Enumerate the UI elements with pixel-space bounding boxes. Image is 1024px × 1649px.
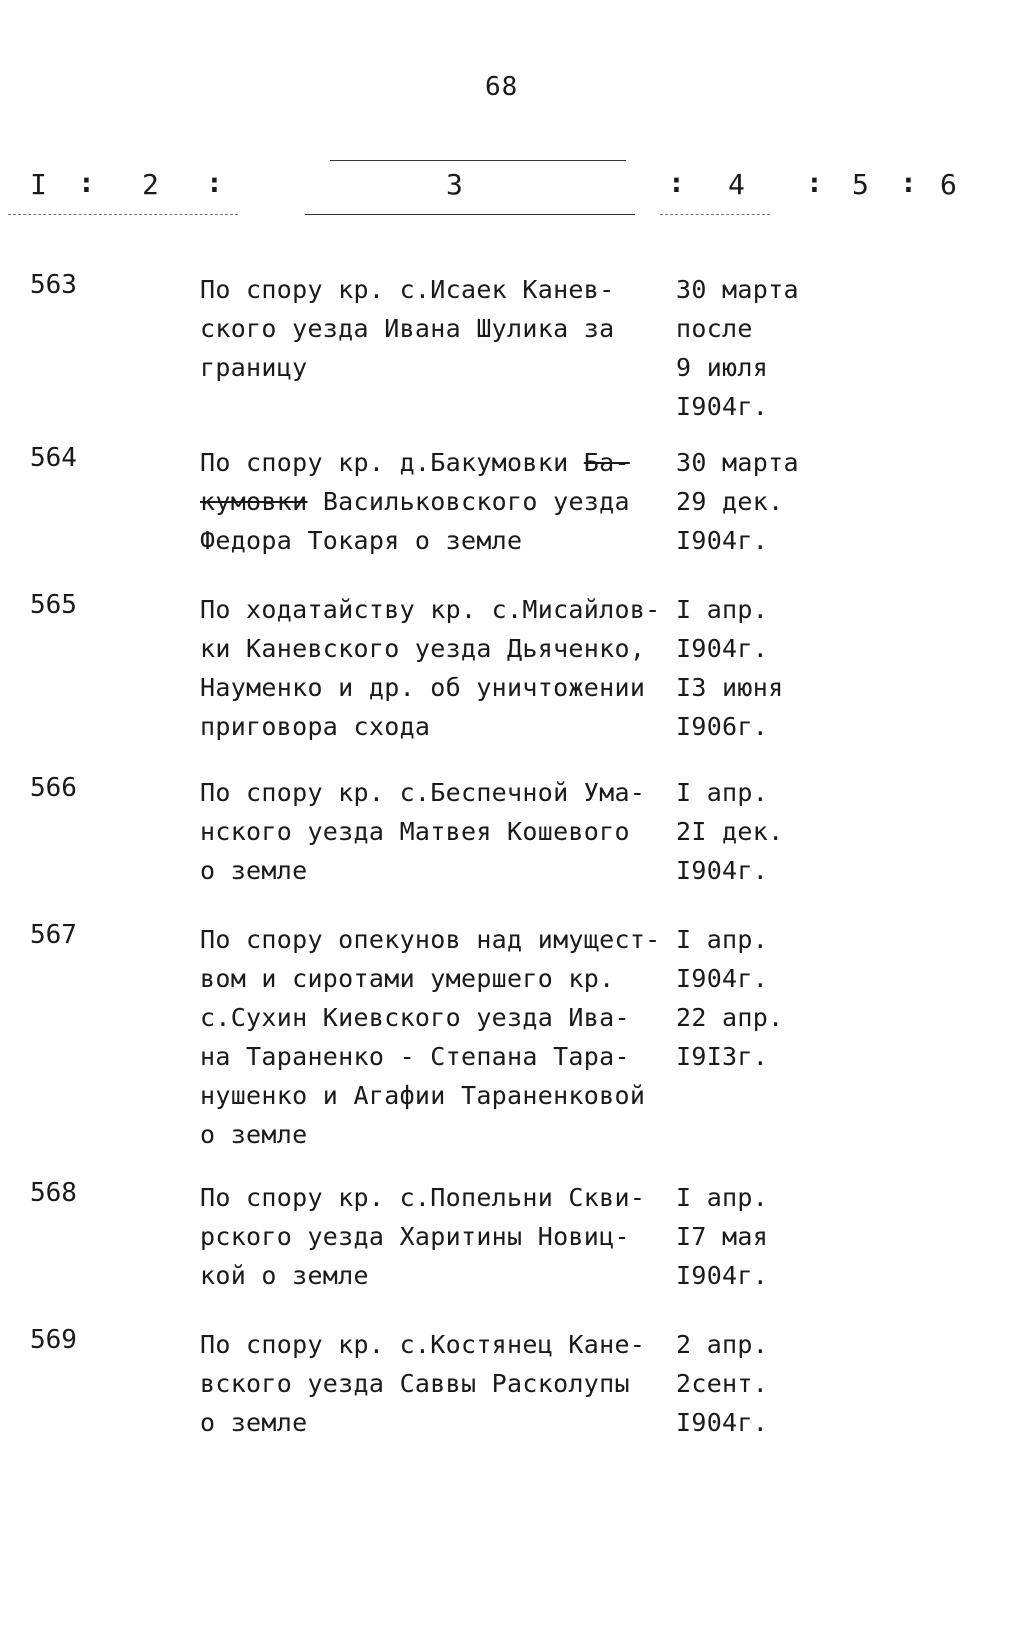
date-line: I9I3г. [676, 1042, 769, 1071]
date-line: I апр. [676, 778, 769, 807]
date-line: I904г. [676, 1408, 769, 1437]
column-header-6: 6 [940, 168, 957, 201]
entry-number: 564 [30, 443, 77, 473]
description-line: По спору кр. с.Костянец Кане- [200, 1330, 646, 1359]
entry-number: 565 [30, 590, 77, 620]
date-line: 2I дек. [676, 817, 784, 846]
header-rule-left [8, 214, 238, 215]
entry-number: 566 [30, 773, 77, 803]
entry-number: 567 [30, 920, 77, 950]
description-line: вом и сиротами умершего кр. [200, 964, 615, 993]
entry-description [200, 1325, 660, 1442]
description-line: По спору опекунов над имущест- [200, 925, 661, 954]
description-line: нского уезда Матвея Кошевого [200, 817, 630, 846]
entry-dates [676, 1178, 856, 1295]
date-line: I904г. [676, 856, 769, 885]
column-separator: : [806, 166, 823, 199]
date-line: I3 июня [676, 673, 784, 702]
entry-dates [676, 590, 856, 746]
description-line: По спору кр. с.Беспечной Ума- [200, 778, 646, 807]
date-line: I904г. [676, 634, 769, 663]
description-line: на Тараненко - Степана Тара- [200, 1042, 630, 1071]
description-line: По спору кр. с.Попельни Скви- [200, 1183, 646, 1212]
date-line: I904г. [676, 392, 769, 421]
description-line: о земле [200, 1408, 308, 1437]
description-line: По спору кр. д.Бакумовки Ба- [200, 448, 630, 477]
entry-number: 568 [30, 1178, 77, 1208]
date-line: 30 марта [676, 448, 799, 477]
entry-description [200, 443, 660, 560]
description-line: По ходатайству кр. с.Мисайлов- [200, 595, 661, 624]
description-line: Федора Токаря о земле [200, 526, 523, 555]
date-line: I7 мая [676, 1222, 769, 1251]
description-line: приговора схода [200, 712, 431, 741]
description-line: с.Сухин Киевского уезда Ива- [200, 1003, 630, 1032]
struck-text: кумовки [200, 487, 308, 516]
column-separator: : [668, 166, 685, 199]
column-separator: : [900, 166, 917, 199]
entry-dates [676, 443, 856, 560]
description-line: вского уезда Саввы Расколупы [200, 1369, 630, 1398]
date-line: I904г. [676, 964, 769, 993]
date-line: 30 марта [676, 275, 799, 304]
entry-number: 563 [30, 270, 77, 300]
description-line: кумовки Васильковского уезда [200, 487, 630, 516]
entry-dates [676, 270, 856, 426]
header-rule-middle [305, 214, 635, 215]
entry-dates [676, 1325, 856, 1442]
struck-text: Ба- [583, 448, 630, 477]
entry-dates [676, 920, 856, 1076]
date-line: 2 апр. [676, 1330, 769, 1359]
entry-description [200, 773, 660, 890]
column-header-5: 5 [852, 168, 869, 201]
date-line: I904г. [676, 1261, 769, 1290]
entry-number: 569 [30, 1325, 77, 1355]
date-line: I апр. [676, 925, 769, 954]
column-separator: : [78, 166, 95, 199]
date-line: I апр. [676, 595, 769, 624]
entry-dates [676, 773, 856, 890]
column-header-3: 3 [446, 168, 463, 201]
description-line: кой о земле [200, 1261, 369, 1290]
header-rule-top [330, 160, 626, 161]
description-line: о земле [200, 1120, 308, 1149]
description-line: Науменко и др. об уничтожении [200, 673, 646, 702]
description-line: границу [200, 353, 308, 382]
column-header-4: 4 [728, 168, 745, 201]
description-line: нушенко и Агафии Тараненковой [200, 1081, 646, 1110]
date-line: I906г. [676, 712, 769, 741]
column-header-2: 2 [142, 168, 159, 201]
header-rule-right [660, 214, 770, 215]
description-line: ского уезда Ивана Шулика за [200, 314, 615, 343]
date-line: 9 июля [676, 353, 769, 382]
date-line: 22 апр. [676, 1003, 784, 1032]
description-line: рского уезда Харитины Новиц- [200, 1222, 630, 1251]
column-header-1: I [30, 168, 47, 201]
description-line: ки Каневского уезда Дьяченко, [200, 634, 646, 663]
column-separator: : [206, 166, 223, 199]
entry-description [200, 1178, 660, 1295]
entry-description [200, 920, 660, 1154]
page-number: 68 [485, 72, 519, 102]
date-line: 2сент. [676, 1369, 769, 1398]
description-line: По спору кр. с.Исаек Канев- [200, 275, 615, 304]
date-line: после [676, 314, 753, 343]
date-line: I апр. [676, 1183, 769, 1212]
date-line: 29 дек. [676, 487, 784, 516]
date-line: I904г. [676, 526, 769, 555]
entry-description [200, 590, 660, 746]
description-line: о земле [200, 856, 308, 885]
entry-description [200, 270, 660, 387]
